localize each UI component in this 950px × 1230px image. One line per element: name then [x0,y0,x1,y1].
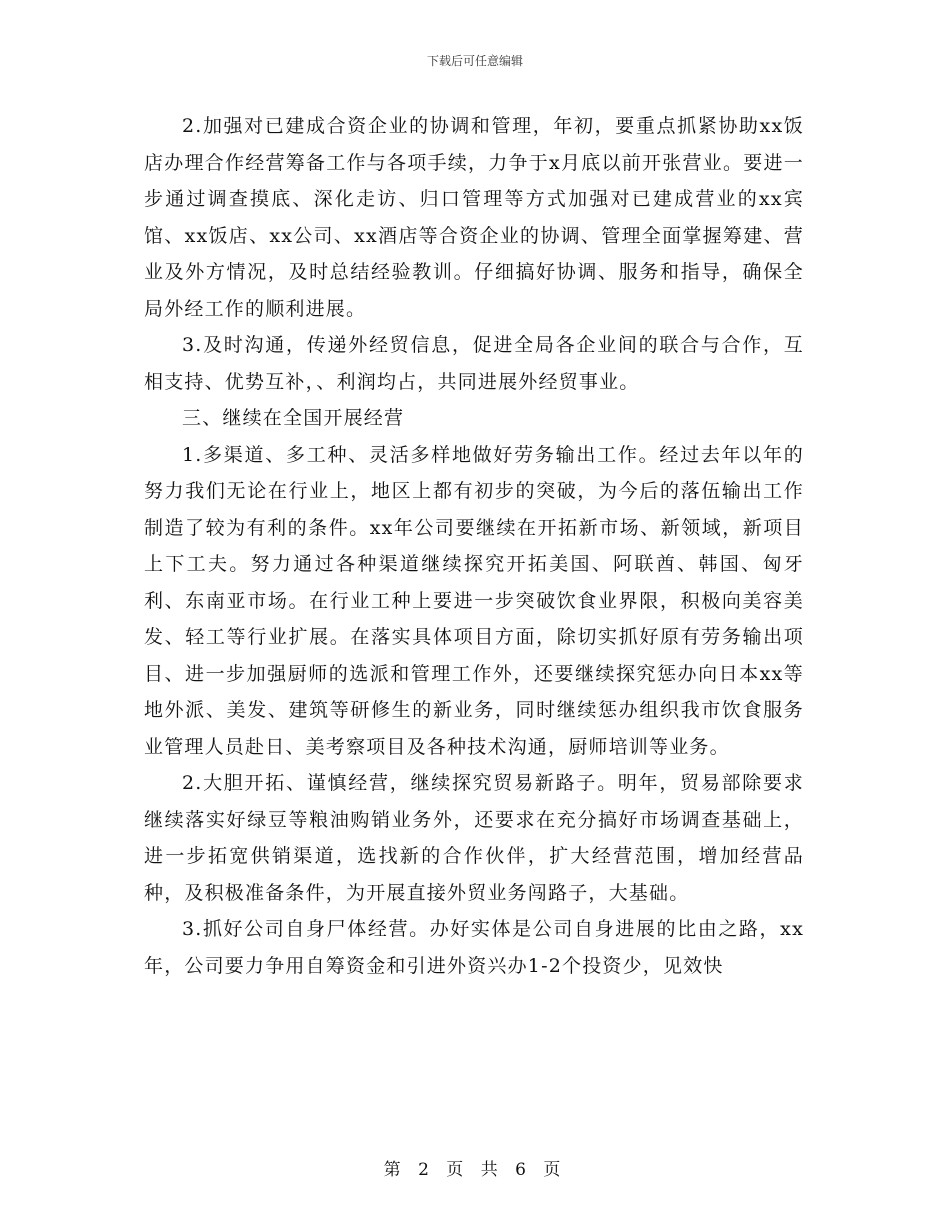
paragraph-item-3: 3.及时沟通，传递外经贸信息，促进全局各企业间的联合与合作，互相支持、优势互补，、利润均占，共同进展外经贸事业。 [144,334,804,393]
paragraph-item-2: 2.加强对已建成合资企业的协调和管理，年初，要重点抓紧协助xx饭店办理合作经营筹备工作与各项手续，力争于x月底以前开张营业。要进一步通过调查摸底、深化走访、归口管理等方式加强对已建成营业的xx宾馆、xx饭店、xx公司、xx酒店等合资企业的协调、管理全面掌握筹建、营业及外方情况，及时总结经验教训。仔细搞好协调、服务和指导，确保全局外经工作的顺利进展。 [144,115,804,320]
paragraph-section3-item-2: 2.大胆开拓、谨慎经营，继续探究贸易新路子。明年，贸易部除要求继续落实好绿豆等粮油购销业务外，还要求在充分搞好市场调查基础上，进一步拓宽供销渠道，选找新的合作伙伴，扩大经营范围，增加经营品种，及积极准备条件，为开展直接外贸业务闯路子，大基础。 [144,772,804,904]
page-number-footer: 第 2 页 共 6 页 [383,1160,567,1180]
document-body [144,108,804,984]
page-header: 下载后可任意编辑 [426,54,523,68]
paragraph-section3-item-1: 1.多渠道、多工种、灵活多样地做好劳务输出工作。经过去年以年的努力我们无论在行业上，地区上都有初步的突破，为今后的落伍输出工作制造了较为有利的条件。xx年公司要继续在开拓新市场、新领域，新项目上下工夫。努力通过各种渠道继续探究开拓美国、阿联酋、韩国、匈牙利、东南亚市场。在行业工种上要进一步突破饮食业界限，积极向美容美发、轻工等行业扩展。在落实具体项目方面，除切实抓好原有劳务输出项目、进一步加强厨师的选派和管理工作外，还要继续探究惩办向日本xx等地外派、美发、建筑等研修生的新业务，同时继续惩办组织我市饮食服务业管理人员赴日、美考察项目及各种技术沟通，厨师培训等业务。 [144,443,804,758]
paragraph-section3-item-3: 3.抓好公司自身尸体经营。办好实体是公司自身进展的比由之路，xx年，公司要力争用自筹资金和引进外资兴办1-2个投资少，见效快 [144,918,804,977]
section-heading: 三、继续在全国开展经营 [182,407,405,429]
